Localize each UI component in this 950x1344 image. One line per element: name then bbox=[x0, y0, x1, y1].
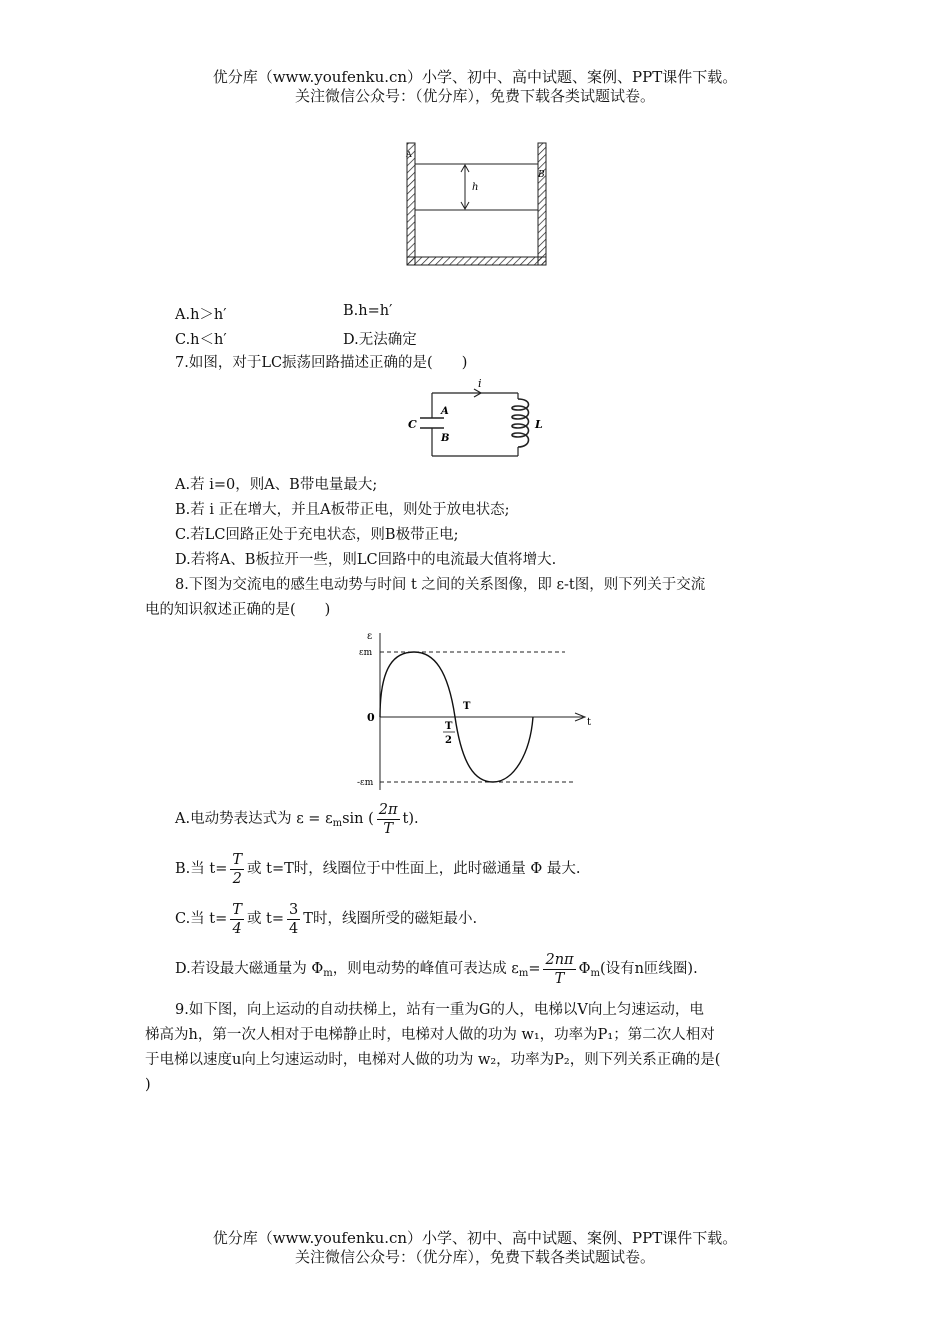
q8-d-den: T bbox=[554, 970, 565, 987]
inductor-coil bbox=[512, 399, 529, 447]
vessel-bottom bbox=[407, 257, 546, 265]
vessel-left-wall bbox=[407, 143, 415, 265]
q8-option-a bbox=[175, 800, 419, 843]
q8-a-mid: sin ( bbox=[342, 811, 374, 827]
q9-line-2: 梯高为h，第一次人相对于电梯静止时，电梯对人做的功为 w₁，功率为P₁；第二次人相对 bbox=[145, 1027, 715, 1043]
q8-c-mid: 或 t= bbox=[246, 911, 285, 927]
q8-c-pre: C.当 t= bbox=[175, 911, 228, 927]
q8-b-pre: B.当 t= bbox=[175, 861, 228, 877]
q9-line-1: 9.如下图，向上运动的自动扶梯上，站有一重为G的人，电梯以V向上匀速运动，电 bbox=[175, 1002, 704, 1018]
q8-d-post: (设有n匝线圈). bbox=[599, 961, 698, 977]
vessel-right-wall bbox=[538, 143, 546, 265]
q8-a-post: t). bbox=[402, 811, 419, 827]
q9-line-3: 于电梯以速度u向上匀速运动时，电梯对人做的功为 w₂，功率为P₂，则下列关系正确的是( bbox=[145, 1052, 721, 1068]
q8-a-sub: m bbox=[332, 818, 343, 829]
origin-label: 0 bbox=[367, 711, 375, 724]
q9-line-4: ) bbox=[145, 1077, 151, 1093]
header-line-2: 关注微信公众号：（优分库），免费下载各类试题试卷。 bbox=[294, 87, 655, 105]
label-i: i bbox=[478, 377, 482, 390]
q8-c-post: T时，线圈所受的磁矩最小. bbox=[303, 911, 478, 927]
emf-time-graph bbox=[355, 625, 605, 795]
q8-c-num2: 3 bbox=[289, 901, 299, 918]
t-axis-label: t bbox=[587, 717, 592, 728]
q7-option-d: D.若将A、B板拉开一些，则LC回路中的电流最大值将增大. bbox=[175, 552, 557, 568]
q8-d-num: 2nπ bbox=[545, 951, 574, 968]
q8-stem-line-2: 电的知识叙述正确的是( ) bbox=[145, 602, 331, 618]
q8-d-mid: ，则电动势的峰值可表达成 ε bbox=[332, 961, 519, 977]
label-h: h bbox=[472, 182, 479, 193]
vessel-figure bbox=[395, 135, 560, 275]
q8-option-d bbox=[175, 950, 698, 993]
label-a: A bbox=[406, 150, 412, 159]
q8-d-eq: = bbox=[528, 961, 541, 977]
q8-d-phi: Φ bbox=[578, 961, 591, 977]
half-T-denominator: 2 bbox=[445, 735, 452, 746]
q8-c-fraction-1 bbox=[230, 901, 244, 938]
label-l: L bbox=[535, 418, 543, 431]
header-line-1: 优分库（www.youfenku.cn）小学、初中、高中试题、案例、PPT课件下载。 bbox=[212, 68, 738, 86]
y-axis-label: ε bbox=[367, 631, 373, 642]
q8-d-sub2: m bbox=[518, 968, 529, 979]
q8-a-num: 2π bbox=[378, 801, 398, 818]
q8-stem-line-1: 8.下图为交流电的感生电动势与时间 t 之间的关系图像，即 ε-t图，则下列关于交流 bbox=[175, 577, 706, 593]
q8-a-pre: A.电动势表达式为 ε = ε bbox=[175, 811, 333, 827]
q8-option-c bbox=[175, 900, 477, 938]
q8-c-den1: 4 bbox=[232, 920, 242, 937]
em-label: εm bbox=[359, 648, 373, 658]
q8-d-sub3: m bbox=[590, 968, 600, 979]
q7-stem: 7.如图，对于LC振荡回路描述正确的是( ) bbox=[175, 355, 468, 371]
q8-b-num: T bbox=[232, 851, 243, 868]
q8-a-den: T bbox=[383, 820, 393, 837]
q8-b-den: 2 bbox=[232, 870, 242, 887]
T-label: T bbox=[463, 701, 471, 712]
q6-option-d: D.无法确定 bbox=[343, 332, 417, 348]
q8-d-fraction bbox=[543, 951, 575, 988]
q8-c-den2: 4 bbox=[289, 920, 299, 937]
label-b: B bbox=[538, 170, 545, 180]
q6-option-c: C.h＜h′ bbox=[175, 332, 227, 348]
q8-c-fraction-2 bbox=[287, 901, 300, 938]
q8-a-fraction bbox=[377, 801, 400, 838]
q8-b-fraction bbox=[230, 851, 244, 888]
q7-option-c: C.若LC回路正处于充电状态，则B极带正电; bbox=[175, 527, 459, 543]
q8-c-num1: T bbox=[232, 901, 242, 918]
label-b: B bbox=[441, 433, 450, 444]
q6-option-b: B.h=h′ bbox=[343, 303, 393, 319]
neg-em-label: -εm bbox=[357, 778, 374, 788]
half-T-numerator: T bbox=[445, 721, 453, 732]
q7-option-b: B.若 i 正在增大，并且A板带正电，则处于放电状态; bbox=[175, 502, 510, 518]
q8-b-post: 或 t=T时，线圈位于中性面上，此时磁通量 Φ 最大. bbox=[247, 861, 581, 877]
q7-option-a: A.若 i=0，则A、B带电量最大; bbox=[175, 477, 378, 493]
q8-option-b bbox=[175, 850, 581, 888]
label-c: C bbox=[408, 418, 417, 431]
q6-option-a: A.h＞h′ bbox=[175, 307, 227, 323]
footer-line-2: 关注微信公众号：（优分库），免费下载各类试题试卷。 bbox=[294, 1248, 655, 1266]
label-a: A bbox=[441, 406, 449, 417]
q8-d-pre: D.若设最大磁通量为 Φ bbox=[175, 961, 324, 977]
footer-line-1: 优分库（www.youfenku.cn）小学、初中、高中试题、案例、PPT课件下载。 bbox=[212, 1229, 738, 1247]
q8-d-sub1: m bbox=[323, 968, 333, 979]
lc-circuit-figure bbox=[400, 375, 560, 463]
